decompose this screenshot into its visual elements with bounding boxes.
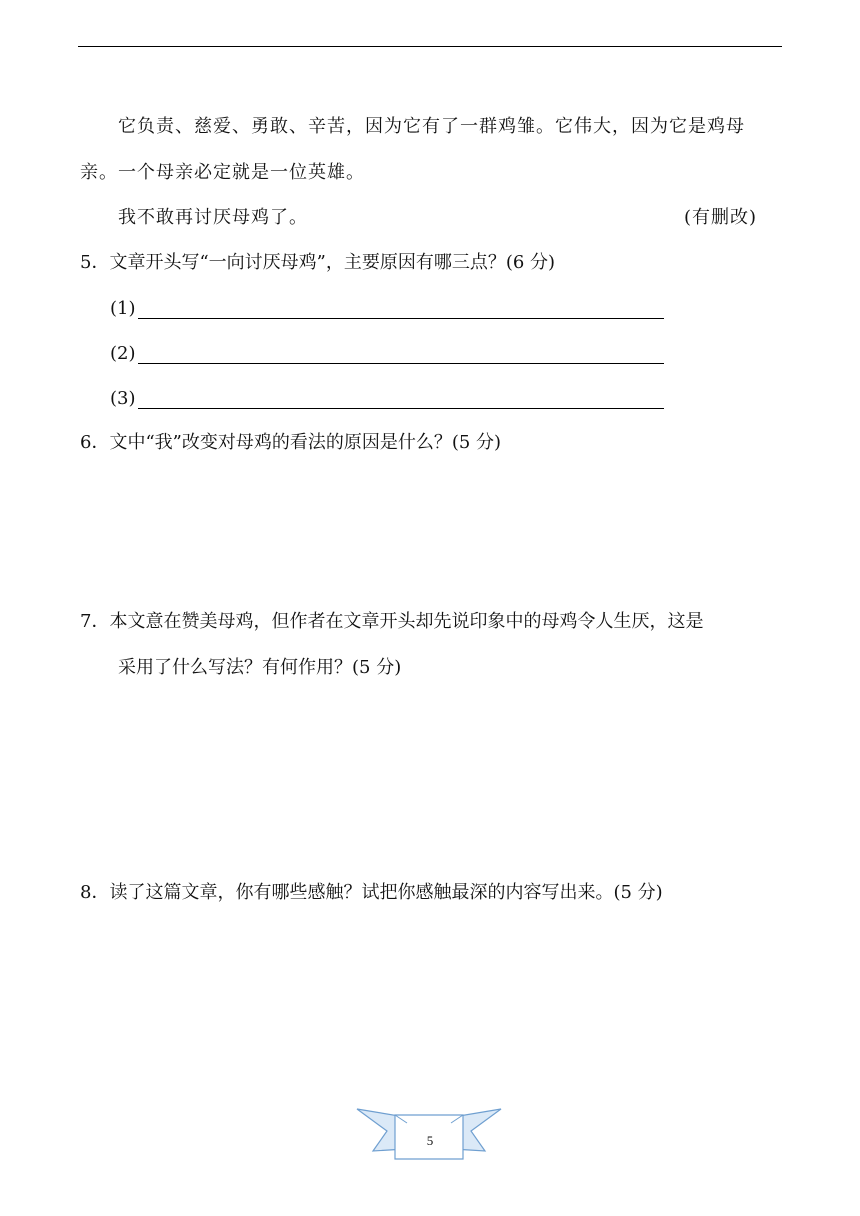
source-note: (有删改) <box>684 207 758 228</box>
answer-blank-1[interactable] <box>110 298 664 319</box>
passage-line-2: 亲。一个母亲必定就是一位英雄。 <box>80 162 365 183</box>
passage-line-3: 我不敢再讨厌母鸡了。 <box>118 207 308 228</box>
question-5: 5．文章开头写“一向讨厌母鸡”，主要原因有哪三点？(6 分) <box>80 252 556 273</box>
question-7-line-2: 采用了什么写法？有何作用？(5 分) <box>118 657 402 678</box>
passage-line-1: 它负责、慈爱、勇敢、辛苦，因为它有了一群鸡雏。它伟大，因为它是鸡母 <box>118 116 745 137</box>
answer-underline <box>138 302 664 319</box>
question-8: 8．读了这篇文章，你有哪些感触？试把你感触最深的内容写出来。(5 分) <box>80 882 663 903</box>
answer-blank-label: (3) <box>110 388 136 409</box>
question-7-line-1: 7．本文意在赞美母鸡，但作者在文章开头却先说印象中的母鸡令人生厌，这是 <box>80 611 704 632</box>
answer-underline <box>138 392 664 409</box>
answer-blank-3[interactable] <box>110 388 664 409</box>
answer-blank-label: (1) <box>110 298 136 319</box>
answer-blank-label: (2) <box>110 343 136 364</box>
question-6: 6．文中“我”改变对母鸡的看法的原因是什么？(5 分) <box>80 432 502 453</box>
page-number: 5 <box>426 1133 434 1148</box>
answer-blank-2[interactable] <box>110 343 664 364</box>
header-rule <box>78 46 782 47</box>
answer-underline <box>138 347 664 364</box>
